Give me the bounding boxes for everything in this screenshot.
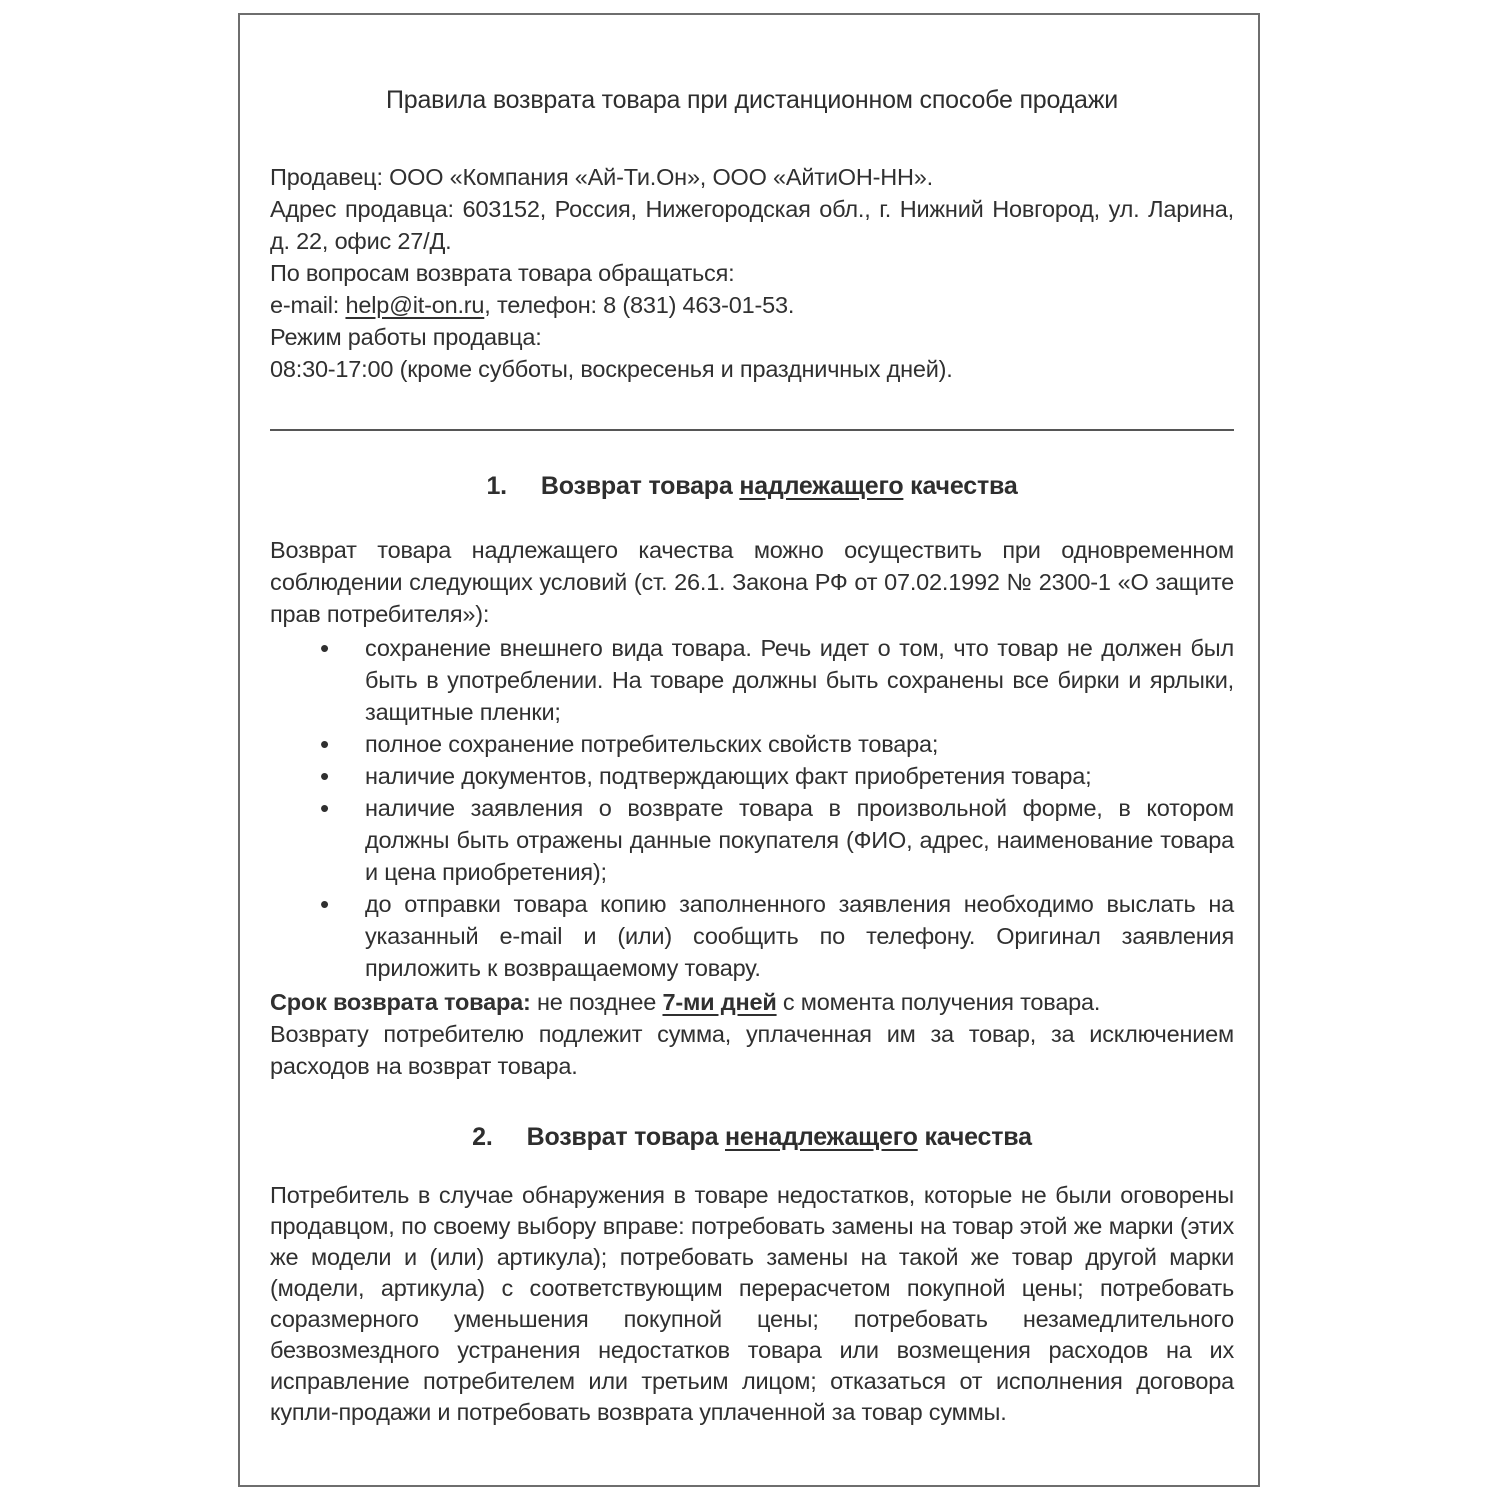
text-segment: Возврат товара <box>540 472 740 500</box>
section-2-paragraph: Потребитель в случае обнаружения в товаре недостатков, которые не были оговорены продавцом, по своему выбору вправе: потребовать замены на товар этой же марки (этих же модели и (или) артикула); потребовать замены на такой же товар другой марки (модели, артикула) с соответствующим перерасчетом покупной цены; потребовать соразмерного уменьшения покупной цены; потребовать незамедлительного безвозмездного устранения недостатков товара или возмещения расходов на их исправление потребителем или третьим лицом; отказаться от исполнения договора купли-продажи и потребовать возврата уплаченной за товар суммы. <box>270 1182 1234 1425</box>
section-2 <box>270 1122 1234 1428</box>
section-1 <box>270 471 1234 1082</box>
list-item: • сохранение внешнего вида товара. Речь идет о том, что товар не должен был быть в употреблении. На товаре должны быть сохранены все бирки и ярлыки, защитные пленки; <box>270 632 1234 728</box>
text-segment: , телефон: 8 (831) 463-01-53. <box>484 292 795 318</box>
section-divider <box>270 429 1234 431</box>
list-item: • наличие заявления о возврате товара в произвольной форме, в котором должны быть отражены данные покупателя (ФИО, адрес, наименование товара и цена приобретения); <box>270 792 1234 888</box>
text-segment: не позднее <box>530 989 663 1015</box>
section-1-intro-paragraph: Возврат товара надлежащего качества можно осуществить при одновременном соблюдении следующих условий (ст. 26.1. Закона РФ от 07.02.1992 № 2300-1 «О защите прав потребителя»): <box>270 537 1234 627</box>
document-page <box>238 13 1260 1487</box>
section-2-number: 2. <box>472 1123 493 1151</box>
refund-paragraph: Возврату потребителю подлежит сумма, уплаченная им за товар, за исключением расходов на возврат товара. <box>270 1021 1234 1079</box>
text-segment: 7-ми дней <box>662 989 777 1015</box>
text-segment: качества <box>903 472 1018 500</box>
text-segment: Возврат товара <box>526 1123 726 1151</box>
text-segment: надлежащего <box>739 472 904 500</box>
section-1-heading <box>270 471 1234 501</box>
list-item: • до отправки товара копию заполненного заявления необходимо выслать на указанный e-mail и (или) сообщить по телефону. Оригинал заявления приложить к возвращаемому товару. <box>270 888 1234 984</box>
return-term-paragraph <box>270 986 1234 1018</box>
work-hours-label: Режим работы продавца: <box>270 324 542 350</box>
return-conditions-list <box>270 632 1234 984</box>
contact-intro: По вопросам возврата товара обращаться: <box>270 260 735 286</box>
section-1-number: 1. <box>486 472 507 500</box>
section-2-heading-text <box>527 1123 1032 1151</box>
text-segment: качества <box>917 1123 1032 1151</box>
text-segment: ненадлежащего <box>725 1123 918 1151</box>
list-item: • полное сохранение потребительских свойств товара; <box>270 728 1234 760</box>
text-segment: с момента получения товара. <box>776 989 1101 1015</box>
document-title: Правила возврата товара при дистанционном способе продажи <box>385 86 1119 114</box>
seller-address: Адрес продавца: 603152, Россия, Нижегородская обл., г. Нижний Новгород, ул. Ларина, д. 22, офис 27/Д. <box>270 196 1234 254</box>
text-segment: Срок возврата товара: <box>270 989 531 1015</box>
section-2-heading <box>270 1122 1234 1152</box>
email-link[interactable]: help@it-on.ru <box>345 292 485 318</box>
seller-line: Продавец: ООО «Компания «Ай-Ти.Он», ООО «АйтиОН-НН». <box>270 164 934 190</box>
section-1-heading-text <box>541 472 1018 500</box>
work-hours: 08:30-17:00 (кроме субботы, воскресенья и праздничных дней). <box>270 356 953 382</box>
list-item: • наличие документов, подтверждающих факт приобретения товара; <box>270 760 1234 792</box>
contact-line <box>270 289 1234 321</box>
text-segment: e-mail: <box>270 292 346 318</box>
seller-info-block <box>270 161 1234 385</box>
